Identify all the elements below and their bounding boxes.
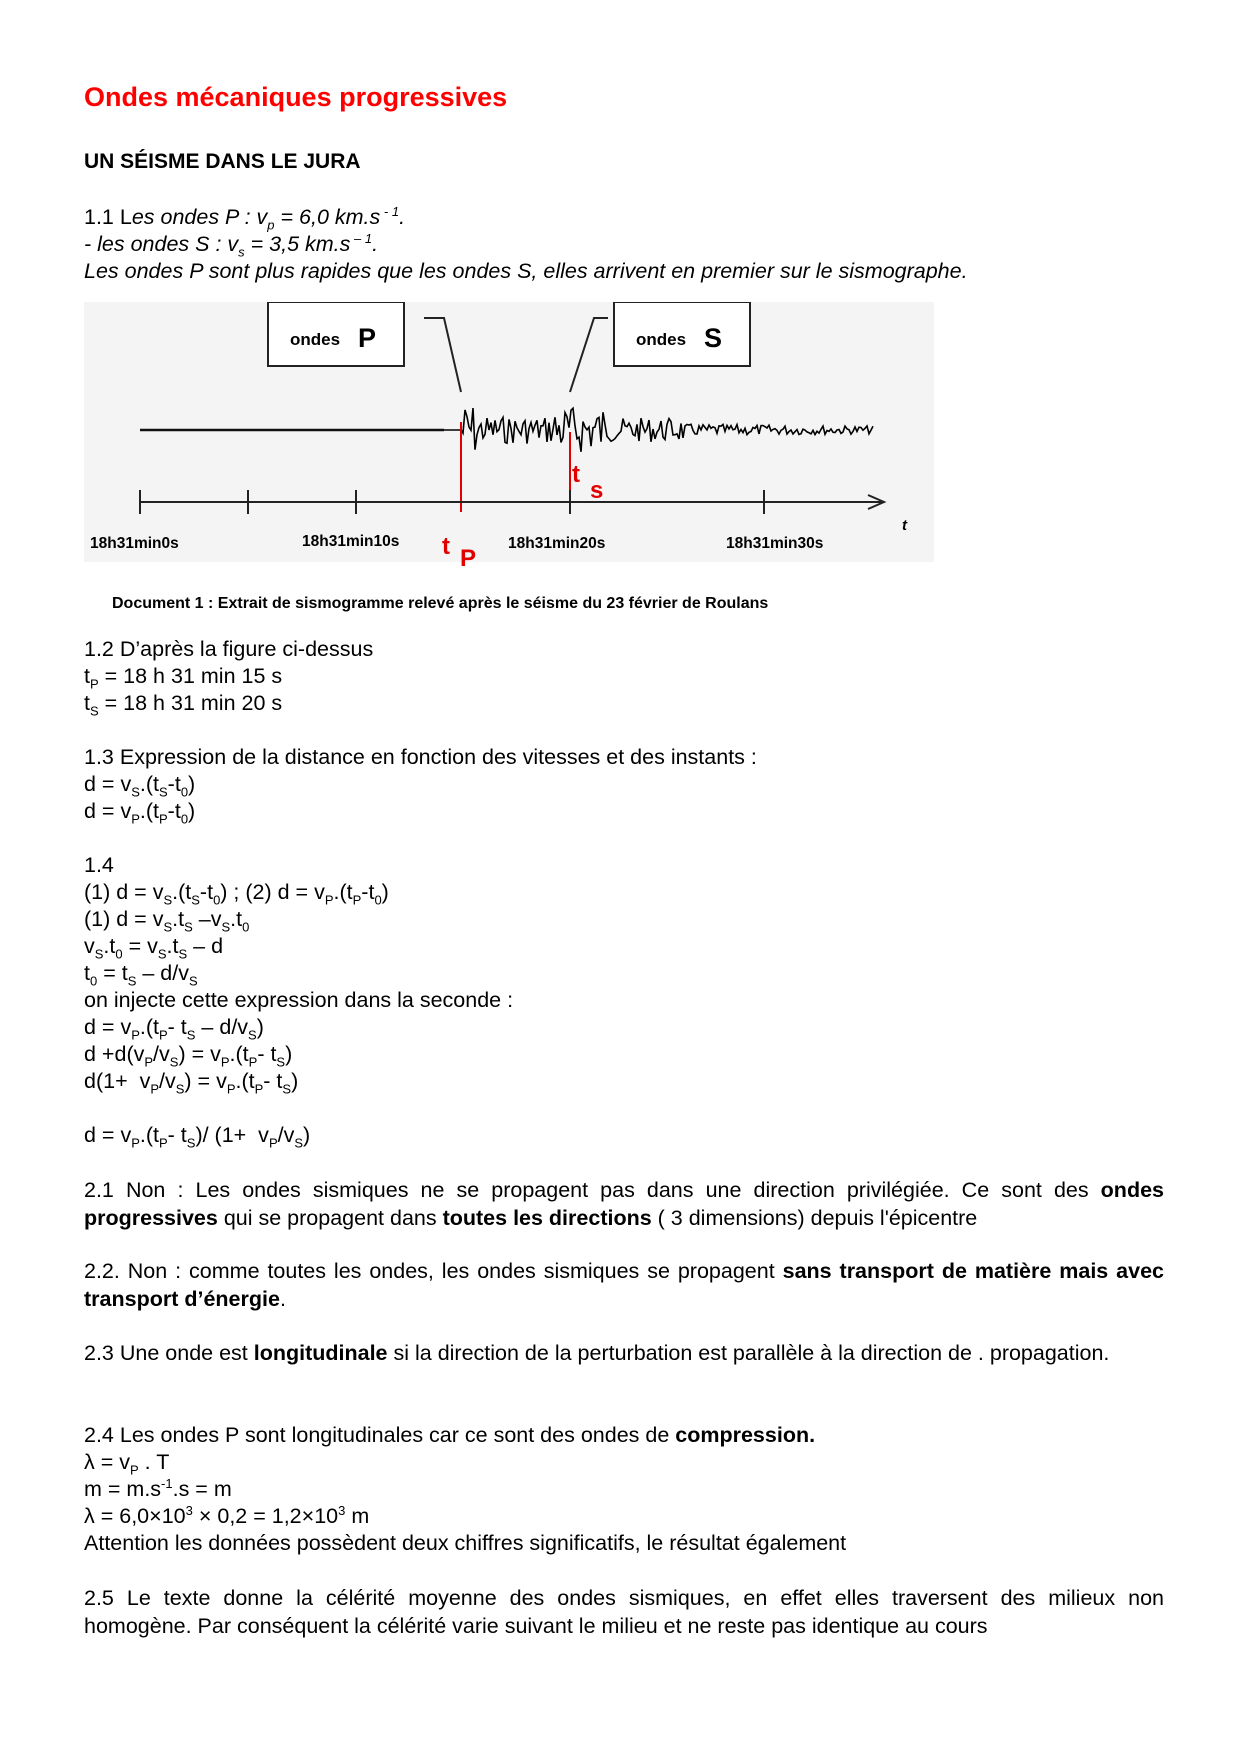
q25-paragraph: 2.5 Le texte donne la célérité moyenne des ondes sismiques, en effet elles traversent des milieux non homogène. Par conséquent la célérité varie suivant le milieu et ne reste pas identique au cours [84, 1586, 1164, 1638]
q24-note: Attention les données possèdent deux chiffres significatifs, le résultat également [84, 1531, 847, 1555]
q13-heading: 1.3 Expression de la distance en fonction des vitesses et des instants : [84, 745, 757, 769]
q11-line1: 1.1 Les ondes P : $v_p = 6,0$ km.s $^{- 1}$. [84, 203, 406, 233]
tp-label-t: t [442, 533, 450, 560]
q12-ts: $t_S = 18$ h 31 min 20 s [84, 691, 283, 719]
section-title: UN SÉISME DANS LE JURA [84, 150, 361, 173]
q12-heading: 1.2 D’après la figure ci-dessus [84, 637, 374, 661]
q14-heading: 1.4 [84, 853, 114, 877]
q14-eq4: $t_0 = t_S - d/v_S$ [84, 961, 198, 989]
q14-inject: on injecte cette expression dans la seconde : [84, 988, 514, 1012]
q24-eq2: $m = m.s^{-1}.s = m$ [84, 1475, 232, 1501]
q14-eq5: $d = v_P.(t_P-$ $t_S - d/v_S$) [84, 1015, 264, 1043]
tick-label-20: 18h31min20s [508, 535, 606, 552]
box-p-letter: P [358, 323, 377, 353]
seismogram-figure [84, 302, 936, 622]
tick-label-0: 18h31min0s [90, 535, 179, 552]
q14-eq1: (1) $d = v_S.(t_S-t_0)$ ; (2) $d = v_P.(t_P-t_0)$ [84, 880, 389, 908]
tick-label-30: 18h31min30s [726, 535, 824, 552]
box-s-word: ondes [636, 330, 687, 349]
q14-eq2: (1) $d = v_S.t_S$ $-v_S.t_0$ [84, 907, 250, 935]
q14-result: $d = v_P.(t_P-$ $t_S)/$ $(1+ v_P/v_S)$ [84, 1123, 311, 1151]
ts-label-s: s [590, 477, 604, 504]
q24-eq1: $\lambda = v_P$ . T [84, 1450, 170, 1478]
q24-heading: 2.4 Les ondes P sont longitudinales car ce sont des ondes de compression. [84, 1423, 816, 1447]
q14-eq3: $v_S.t_0 = v_S.t_S - d$ [84, 934, 224, 962]
q11-line3: Les ondes P sont plus rapides que les ondes S, elles arrivent en premier sur le sismographe. [84, 259, 968, 283]
figure-caption: Document 1 : Extrait de sismogramme relevé après le séisme du 23 février de Roulans [112, 595, 769, 612]
ts-label-t: t [572, 461, 580, 488]
q11-line2: - les ondes S : $v_s = 3,5$ km.s $^{- 1}$. [84, 230, 379, 260]
q22-paragraph: 2.2. Non : comme toutes les ondes, les ondes sismiques se propagent sans transport de matière mais avec transport d’énergie. [84, 1259, 1164, 1311]
q13-eq2: $d = v_P.(t_P-t_0)$ [84, 799, 196, 827]
box-s-letter: S [704, 323, 723, 353]
q24-eq3: $\lambda = 6,0\times 10^3 \times 0,2 = 1,2\times 10^3$ m [84, 1502, 370, 1528]
q21-paragraph: 2.1 Non : Les ondes sismiques ne se propagent pas dans une direction privilégiée. Ce sont des ondes progressives qui se propagent dans toutes les directions ( 3 dimensions) depuis l'épicentre [84, 1178, 1164, 1230]
tick-label-10: 18h31min10s [302, 533, 400, 550]
tp-label-p: P [460, 545, 477, 572]
q23-paragraph: 2.3 Une onde est longitudinale si la direction de la perturbation est parallèle à la direction de . propagation. [84, 1341, 1110, 1365]
axis-label: t [902, 517, 907, 534]
q12-tp: $t_P = 18$ h 31 min 15 s [84, 664, 283, 692]
seismogram-svg [84, 302, 936, 622]
q14-eq7: $d(1+ v_P/v_S) = v_P.(t_P-$ $t_S$) [84, 1069, 299, 1097]
q13-eq1: $d = v_S.(t_S-t_0)$ [84, 772, 196, 800]
box-p-word: ondes [290, 330, 341, 349]
q14-eq6: $d +d(v_P/v_S) = v_P.(t_P-$ $t_S$) [84, 1042, 293, 1070]
page-title: Ondes mécaniques progressives [84, 82, 508, 112]
